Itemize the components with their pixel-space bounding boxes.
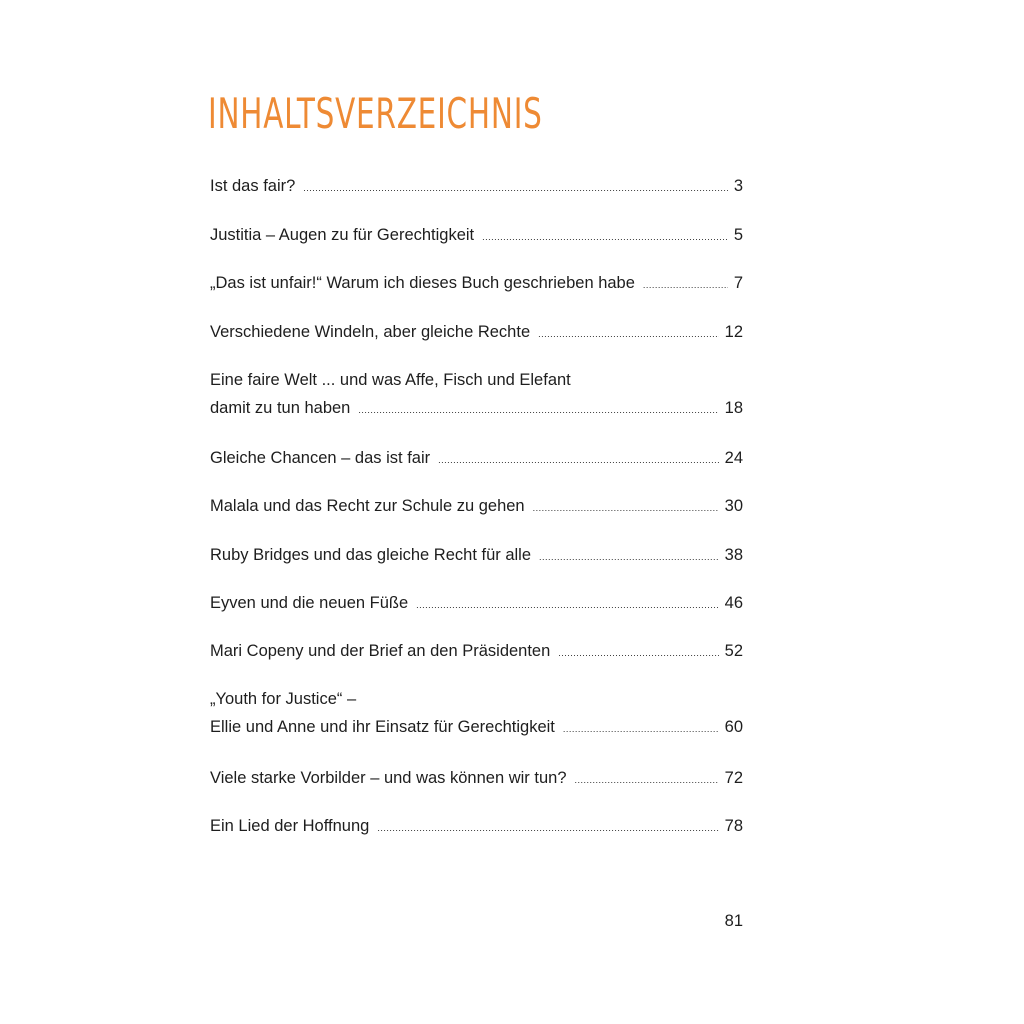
toc-entry-title: Ist das fair?: [210, 177, 296, 195]
toc-entry: [210, 637, 743, 665]
dot-leader: [643, 271, 728, 299]
toc-entry: [210, 172, 743, 200]
toc-entry-line: [210, 713, 743, 741]
toc-entry: [210, 318, 743, 346]
toc-entry-page-number: 60: [724, 718, 743, 736]
toc-entry: [210, 366, 743, 422]
toc-entry-line: [210, 221, 743, 249]
toc-entry-line: [210, 269, 743, 297]
toc-entry: [210, 812, 743, 840]
toc-entry-page-number: 52: [724, 642, 743, 660]
toc-entry-title: Justitia – Augen zu für Gerechtigkeit: [210, 226, 475, 244]
toc-entry-page-number: 46: [724, 594, 743, 612]
dot-leader: [539, 543, 719, 571]
toc-entry: [210, 541, 743, 569]
dot-leader: [303, 174, 728, 202]
toc-entry-line: [210, 541, 743, 569]
toc-entry-page-number: 3: [733, 177, 743, 195]
dot-leader: [438, 446, 719, 474]
dot-leader: [558, 639, 718, 667]
toc-entry-title: Ein Lied der Hoffnung: [210, 817, 370, 835]
toc-entry: [210, 269, 743, 297]
toc-entry-title: „Das ist unfair!“ Warum ich dieses Buch geschrieben habe: [210, 274, 635, 292]
toc-entry-line: [210, 492, 743, 520]
dot-leader: [533, 494, 719, 522]
toc-entry-line: [210, 394, 743, 422]
toc-entry-page-number: 12: [724, 323, 743, 341]
toc-entry-title-continued: Ellie und Anne und ihr Einsatz für Gerechtigkeit: [210, 718, 555, 736]
toc-entry-title: Malala und das Recht zur Schule zu gehen: [210, 497, 525, 515]
toc-entry: [210, 492, 743, 520]
dot-leader: [563, 715, 719, 743]
toc-entry-title: Verschiedene Windeln, aber gleiche Rechte: [210, 323, 531, 341]
toc-entry: [210, 444, 743, 472]
toc-entry-title: Ruby Bridges und das gleiche Recht für alle: [210, 546, 532, 564]
toc-entry-page-number: 72: [724, 769, 743, 787]
toc-entry-title: „Youth for Justice“ –: [210, 690, 357, 708]
toc-entry-line: [210, 318, 743, 346]
toc-entry-page-number: 38: [724, 546, 743, 564]
toc-entry-line: [210, 764, 743, 792]
page-number: 81: [724, 912, 743, 930]
toc-entry-line: [210, 685, 743, 713]
toc-entry-page-number: 78: [724, 817, 743, 835]
toc-entry-line: [210, 172, 743, 200]
toc-heading: INHALTSVERZEICHNIS: [208, 89, 543, 138]
toc-entry: [210, 589, 743, 617]
toc-entry: [210, 764, 743, 792]
dot-leader: [377, 814, 718, 842]
toc-entry-page-number: 18: [724, 399, 743, 417]
toc-entry-line: [210, 589, 743, 617]
toc-entry-title: Viele starke Vorbilder – und was können wir tun?: [210, 769, 567, 787]
toc-entry-line: [210, 637, 743, 665]
toc-entry: [210, 221, 743, 249]
dot-leader: [575, 766, 719, 794]
toc-entry-title: Gleiche Chancen – das ist fair: [210, 449, 431, 467]
toc-entry-page-number: 24: [724, 449, 743, 467]
toc-entry-page-number: 30: [724, 497, 743, 515]
toc-entry-title: Mari Copeny und der Brief an den Präsidenten: [210, 642, 551, 660]
toc-entry-title: Eine faire Welt ... und was Affe, Fisch und Elefant: [210, 371, 571, 389]
dot-leader: [538, 320, 719, 348]
toc-entry-page-number: 7: [733, 274, 743, 292]
dot-leader: [482, 223, 728, 251]
toc-entry-title: Eyven und die neuen Füße: [210, 594, 409, 612]
toc-entry: [210, 685, 743, 741]
toc-entry-page-number: 5: [733, 226, 743, 244]
toc-entry-line: [210, 366, 743, 394]
dot-leader: [416, 591, 719, 619]
toc-entry-line: [210, 812, 743, 840]
toc-entry-line: [210, 444, 743, 472]
dot-leader: [358, 396, 718, 424]
toc-entry-title-continued: damit zu tun haben: [210, 399, 351, 417]
